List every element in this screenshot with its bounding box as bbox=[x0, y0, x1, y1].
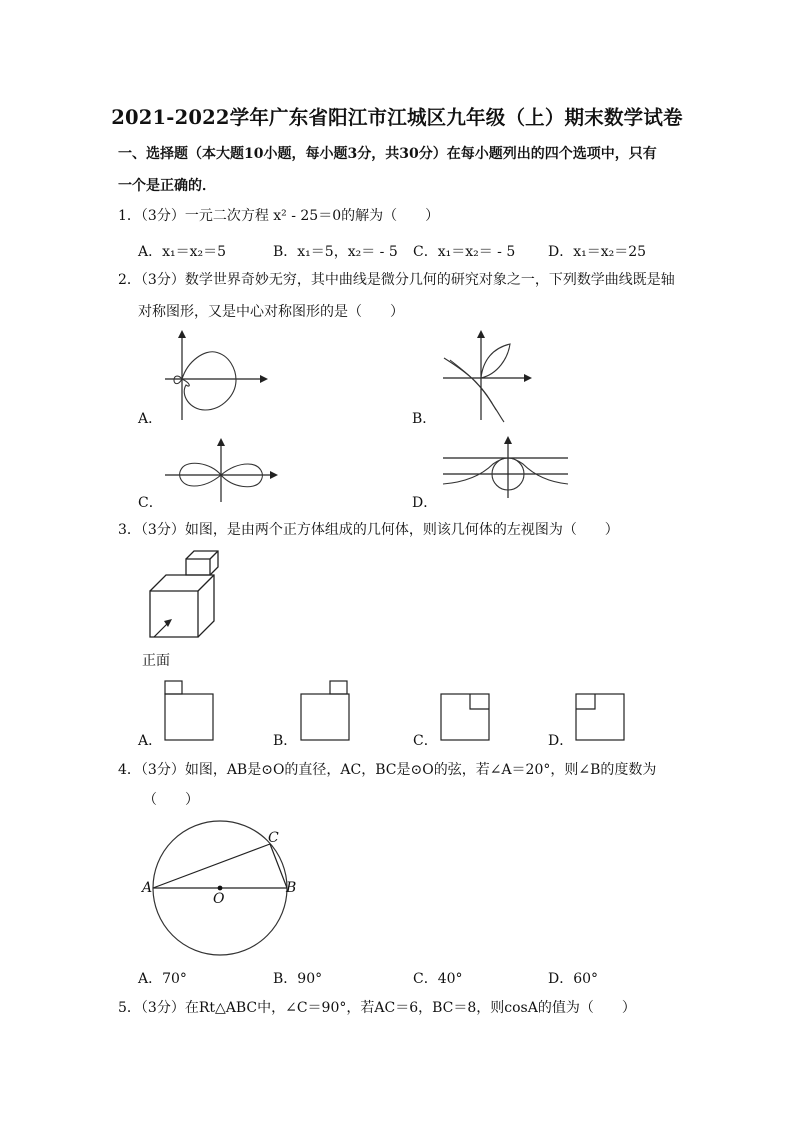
q4-stem-line1: 4．（3分）如图，AB是⊙O的直径，AC，BC是⊙O的弦，若∠A＝20°，则∠B的度数为 bbox=[118, 762, 657, 778]
q3-option-a-view bbox=[164, 680, 216, 742]
q2-label-d: D． bbox=[412, 495, 438, 511]
section-heading-line2: 一个是正确的． bbox=[118, 178, 216, 194]
q3-label-d: D． bbox=[548, 733, 574, 749]
q2-label-b: B． bbox=[412, 411, 437, 427]
q2-figure-b-folium bbox=[438, 330, 538, 425]
q2-label-c: C． bbox=[138, 495, 163, 511]
q2-figure-a-cardioid bbox=[160, 330, 270, 425]
q3-option-b-view bbox=[300, 680, 352, 742]
q4-stem-line2: （ ） bbox=[143, 792, 199, 808]
q2-stem-line2: 对称图形，又是中心对称图形的是（ ） bbox=[138, 304, 404, 320]
q3-front-label: 正面 bbox=[142, 653, 170, 669]
q4-option-c: C．40° bbox=[413, 971, 463, 987]
q3-option-d-view bbox=[575, 693, 627, 743]
page-title: 2021-2022学年广东省阳江市江城区九年级（上）期末数学试卷 bbox=[111, 106, 683, 129]
q4-option-a: A．70° bbox=[138, 971, 187, 987]
q3-label-b: B． bbox=[273, 733, 298, 749]
q2-stem-line1: 2．（3分）数学世界奇妙无穷，其中曲线是微分几何的研究对象之一，下列数学曲线既是轴 bbox=[118, 272, 675, 288]
q3-solid-figure bbox=[140, 545, 230, 650]
q2-figure-c-lemniscate bbox=[160, 440, 280, 505]
q1-option-a: A．x₁＝x₂＝5 bbox=[138, 244, 227, 260]
q4-point-o: O bbox=[213, 891, 225, 907]
q5-stem: 5．（3分）在Rt△ABC中，∠C＝90°，若AC＝6，BC＝8，则cosA的值为（ ） bbox=[118, 1000, 636, 1016]
q4-point-a: A bbox=[142, 880, 153, 896]
q4-point-b: B bbox=[286, 880, 297, 896]
q3-option-c-view bbox=[440, 693, 492, 743]
q1-option-b: B．x₁＝5，x₂＝ - 5 bbox=[273, 244, 398, 260]
q4-option-d: D．60° bbox=[548, 971, 599, 987]
q4-point-c: C bbox=[268, 830, 279, 846]
q3-stem: 3．（3分）如图，是由两个正方体组成的几何体，则该几何体的左视图为（ ） bbox=[118, 522, 619, 538]
q1-stem: 1．（3分）一元二次方程 x² - 25＝0的解为（ ） bbox=[118, 208, 440, 224]
q4-option-b: B．90° bbox=[273, 971, 323, 987]
q1-option-d: D．x₁＝x₂＝25 bbox=[548, 244, 647, 260]
q2-label-a: A． bbox=[138, 411, 163, 427]
q3-label-c: C． bbox=[413, 733, 438, 749]
q3-label-a: A． bbox=[138, 733, 163, 749]
q2-figure-d-witch bbox=[438, 436, 573, 501]
q1-option-c: C．x₁＝x₂＝ - 5 bbox=[413, 244, 516, 260]
section-heading-line1: 一、选择题（本大题10小题，每小题3分，共30分）在每小题列出的四个选项中，只有 bbox=[118, 146, 657, 162]
